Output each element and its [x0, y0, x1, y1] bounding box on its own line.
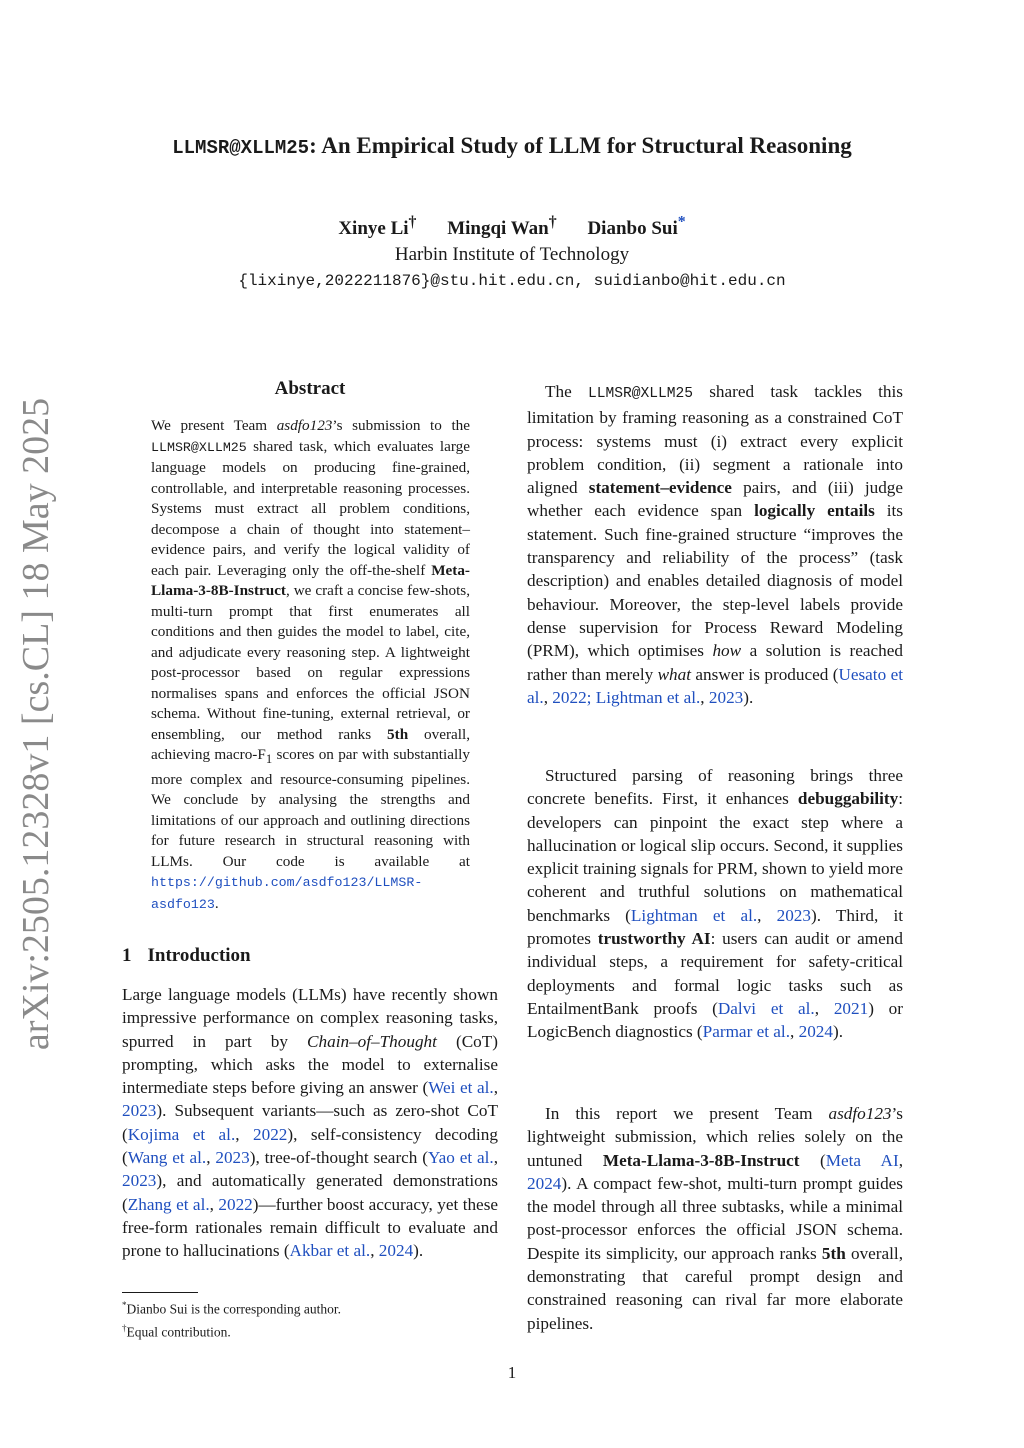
citation-link[interactable]: 2023 [776, 905, 811, 925]
intro-paragraph: Large language models (LLMs) have recently shown impressive performance on complex reasoning tasks, spurred in part by Chain–of–Thought (CoT) prompting, which asks the model to externalise intermediate steps before giving an answer (Wei et al., 2023). Subsequent variants—such as zero-shot CoT (Kojima et al., 2022), self-consistency decoding (Wang et al., 2023), tree-of-thought search (Yao et al., 2023), and automatically generated demonstrations (Zhang et al., 2022)—further boost accuracy, yet these free-form rationales remain difficult to evaluate and prone to hallucinations (Akbar et al., 2024). [122, 985, 499, 1261]
right-paragraph-benefits: Structured parsing of reasoning brings three concrete benefits. First, it enhances debuggability: developers can pinpoint the exact step where a hallucination or logical slip occurs. Second, it supplies explicit training signals for PRM, shown to yield more coherent and truthful solutions on mathematical benchmarks (Lightman et al., 2023). Third, it promotes trustworthy AI: users can audit or amend individual steps, a requirement for safety-critical deployments and formal logic tasks such as EntailmentBank proofs (Dalvi et al., 2021) or LogicBench diagnostics (Parmar et al., 2024). [527, 766, 904, 1042]
citation-link[interactable]: Dalvi et al. [717, 998, 815, 1018]
citation-link[interactable]: 2024 [527, 1173, 562, 1193]
author-block [60, 210, 964, 294]
citation-link[interactable]: 2022; Lightman et al. [552, 687, 701, 707]
paper-title [60, 130, 964, 164]
footnote-rule [122, 1292, 198, 1293]
citation-link[interactable]: Lightman et al. [630, 905, 758, 925]
footnote-corresponding: *Dianbo Sui is the corresponding author. [122, 1300, 341, 1317]
author-name: Xinye Li† [338, 214, 417, 240]
citation-link[interactable]: Parmar et al. [702, 1022, 790, 1042]
author-emails: {lixinye,2022211876}@stu.hit.edu.cn, suidianbo@hit.edu.cn [238, 272, 786, 291]
title-code: LLMSR@XLLM25 [172, 137, 310, 159]
citation-link[interactable]: 2024 [798, 1022, 833, 1042]
author-name: Dianbo Sui* [587, 214, 686, 240]
author-name: Mingqi Wan† [447, 214, 557, 240]
section-heading-introduction: 1 Introduction [122, 945, 251, 966]
citation-link[interactable]: Yao et al. [427, 1148, 494, 1168]
citation-link[interactable]: Wei et al. [428, 1078, 494, 1098]
abstract-heading: Abstract [274, 378, 346, 399]
footnote-equal: †Equal contribution. [122, 1322, 231, 1339]
right-paragraph-task: The LLMSR@XLLM25 shared task tackles this limitation by framing reasoning as a constrained CoT process: systems must (i) extract every explicit problem condition, (ii) segment a rationale into aligned statement–evidence pairs, and (iii) judge whether each evidence span logically entails its statement. Such fine-grained structure “improves the transparency and reliability of the process” (task description) and enables detailed diagnosis of model behaviour. Moreover, the step-level labels provide dense supervision for Process Reward Modeling (PRM), which optimises how a solution is reached rather than merely what answer is produced (Uesato et al., 2022; Lightman et al., 2023). [527, 382, 904, 707]
citation-link[interactable]: Uesato et al. [527, 664, 903, 707]
arxiv-sidebar-stamp: arXiv:2505.12328v1 [cs.CL] 18 May 2025 [15, 397, 57, 1051]
page-number: 1 [507, 1363, 517, 1382]
title-text: : An Empirical Study of LLM for Structural Reasoning [309, 133, 852, 158]
citation-link[interactable]: 2023 [708, 687, 744, 707]
citation-link[interactable]: Zhang et al. [127, 1194, 210, 1214]
author-names [60, 210, 964, 242]
code-url-link[interactable]: https://github.com/asdfo123/LLMSR-asdfo123 [151, 875, 423, 912]
footnotes [122, 1296, 341, 1341]
citation-link[interactable]: 2024 [378, 1241, 414, 1261]
citation-link[interactable]: 2022 [218, 1194, 253, 1214]
citation-link[interactable]: Meta AI [825, 1150, 899, 1170]
citation-link[interactable]: 2022 [253, 1124, 288, 1144]
right-paragraph-report: In this report we present Team asdfo123’s lightweight submission, which relies solely on the untuned Meta-Llama-3-8B-Instruct (Meta AI, 2024). A compact few-shot, multi-turn prompt guides the model through all three subtasks, while a minimal post-processor enforces the official JSON schema. Despite its simplicity, our approach ranks 5th overall, demonstrating that careful prompt design and constrained reasoning can rival far more elaborate pipelines. [527, 1104, 903, 1333]
citation-link[interactable]: Kojima et al. [127, 1124, 236, 1144]
citation-link[interactable]: 2023 [122, 1171, 157, 1191]
affiliation: Harbin Institute of Technology [394, 244, 630, 266]
citation-link[interactable]: 2021 [833, 998, 869, 1018]
abstract-body: We present Team asdfo123’s submission to the LLMSR@XLLM25 shared task, which evaluates large language models on producing fine-grained, controllable, and interpretable reasoning processes. Systems must extract all problem conditions, decompose a chain of thought into statement–evidence pairs, and verify the logical validity of each pair. Leveraging only the off-the-shelf Meta-Llama-3-8B-Instruct, we craft a concise few-shots, multi-turn prompt that first enumerates all conditions and then guides the model to label, cite, and adjudicate every reasoning step. A lightweight post-processor based on regular expressions normalises spans and enforces the official JSON schema. Without fine-tuning, external retrieval, or ensembling, our method ranks 5th overall, achieving macro-$F_1$ scores on par with substantially more complex and resource-consuming pipelines. We conclude by analysing the strengths and limitations of our approach and outlining directions for future research in structural reasoning with LLMs. Our code is available at https://github.com/asdfo123/LLMSR-asdfo123. [151, 417, 471, 912]
citation-link[interactable]: Akbar et al. [289, 1241, 371, 1261]
citation-link[interactable]: 2023 [215, 1148, 250, 1168]
citation-link[interactable]: 2023 [122, 1101, 157, 1121]
citation-link[interactable]: Wang et al. [127, 1148, 207, 1168]
